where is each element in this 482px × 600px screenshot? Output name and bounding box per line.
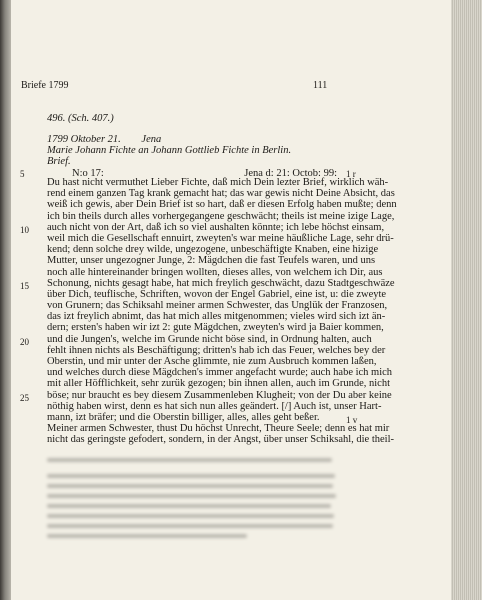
- blurred-apparatus-line: [47, 504, 331, 508]
- date-line: 1799 Oktober 21.: [47, 134, 121, 145]
- blurred-apparatus-line: [47, 458, 332, 462]
- text-line: und die Jungen's, welche im Grunde nicht böse sind, in Ordnung halten, auch: [47, 333, 372, 345]
- text-line: weiß ich gewis, aber Dein Brief ist so hart, daß er diesen Erfolg haben mußte; denn: [47, 199, 397, 211]
- folio-mark: 1 v: [346, 415, 358, 425]
- blurred-apparatus-line: [47, 534, 247, 538]
- line-number: 20: [20, 337, 29, 347]
- text-line: [47, 446, 337, 457]
- page-edges: [451, 0, 482, 600]
- letter-number: 496. (Sch. 407.): [47, 113, 114, 124]
- page-number: 111: [313, 80, 328, 91]
- text-line: Meiner armen Schwester, thust Du höchst Unrecht, Theure Seele; denn es hat mir: [47, 423, 390, 435]
- blurred-apparatus-line: [47, 524, 333, 528]
- blurred-apparatus-line: [47, 474, 335, 478]
- text-line: das izt freylich abnimt, das hat mich alles mitgenommen; vieles wird sich izt än-: [47, 311, 386, 323]
- text-line: nöthig haben wirst, denn es hat sich nun alles geändert. [/] Auch ist, unser Hart-: [47, 400, 382, 412]
- text-line: ich bin theils durch alles vorhergegangene geschwächt; theils ist meine izige Lage,: [47, 210, 395, 222]
- text-line: fehlt ihnen nichts als Beschäftigung; dritten's hab ich das Feuer, welches bey der: [47, 344, 386, 356]
- text-line: kend; denn solche drey wilde, ungezogene, unbeschäftigte Knaben, eine hizige: [47, 244, 379, 256]
- text-line: dern; ersten's haben wir izt 2: gute Mägdchen, zweyten's wird ja Baier kommen,: [47, 322, 384, 334]
- correspondents: Marie Johann Fichte an Johann Gottlieb Fichte in Berlin.: [47, 145, 292, 156]
- text-line: Schonung, nichts gesagt habe, hat mich freylich geschwächt, dazu Stadtgeschwäze: [47, 277, 395, 289]
- text-line: mann, izt bräfer; und die Oberstin billiger, alles, alles geht beßer.: [47, 411, 320, 423]
- text-line: Oberstin, und mir unter der Asche glimmte, nie zum Ausbruch kommen laßen,: [47, 356, 377, 367]
- line-number: 10: [20, 225, 29, 235]
- blurred-apparatus-line: [47, 494, 336, 498]
- running-head: Briefe 1799: [21, 80, 69, 91]
- text-line: nicht das geringste gefodert, sondern, in der Angst, über unser Schiksahl, die theil-: [47, 434, 395, 446]
- text-line: und welches durch diese Mägdchen's immer angefacht wurde; auch habe ich mich: [47, 367, 393, 379]
- blurred-apparatus-line: [47, 514, 334, 518]
- blurred-apparatus-line: [47, 484, 333, 488]
- text-line: Du hast nicht vermuthet Lieber Fichte, daß mich Dein lezter Brief, wirklich wäh-: [47, 177, 389, 188]
- letter-date-original: Jena d: 21: Octob: 99:: [244, 168, 337, 179]
- text-line: mit aller Höfflichkeit, sehr zurük gezogen; bin ihnen allen, auch im Grunde, nicht: [47, 378, 390, 390]
- text-line: Mutter, unser ungezogner Junge, 2: Mägdchen die fast Teufels waren, und uns: [47, 255, 376, 267]
- date-place-line: [47, 134, 161, 145]
- line-number: 25: [20, 393, 29, 403]
- letter-number-original: N:o 17:: [72, 168, 104, 179]
- place: Jena: [141, 134, 162, 145]
- text-line: rend einem ganzen Tag krank gemacht hat; das war gewis nicht Deine Absicht, das: [47, 188, 395, 200]
- line-number: 5: [20, 169, 25, 179]
- line-number: 15: [20, 281, 29, 291]
- text-line: böse; nur braucht es bey diesem Zusammenleben Klugheit; von der Du aber keine: [47, 389, 392, 401]
- document-type: Brief.: [47, 156, 71, 167]
- text-line: weil mich die Gesellschaft ennuirt, zweyten's war meine häußliche Lage, sehr drü-: [47, 232, 394, 244]
- text-line: über Dich, teuflische, Schriften, wovon der Engel Gabriel, eine ist, u: die zweyte: [47, 288, 387, 300]
- book-binding: [0, 0, 11, 600]
- text-line: auch nicht von der Art, daß ich so viel aushalten könnte; ich lebe höchst einsam,: [47, 221, 385, 233]
- text-line: von Grunern; das Schiksahl meiner armen Schwester, das Unglük der Franzosen,: [47, 300, 388, 312]
- folio-mark: 1 r: [346, 169, 356, 179]
- text-line: noch alle hintereinander bringen wollten, dieses alles, von welchem ich Dir, aus: [47, 266, 383, 278]
